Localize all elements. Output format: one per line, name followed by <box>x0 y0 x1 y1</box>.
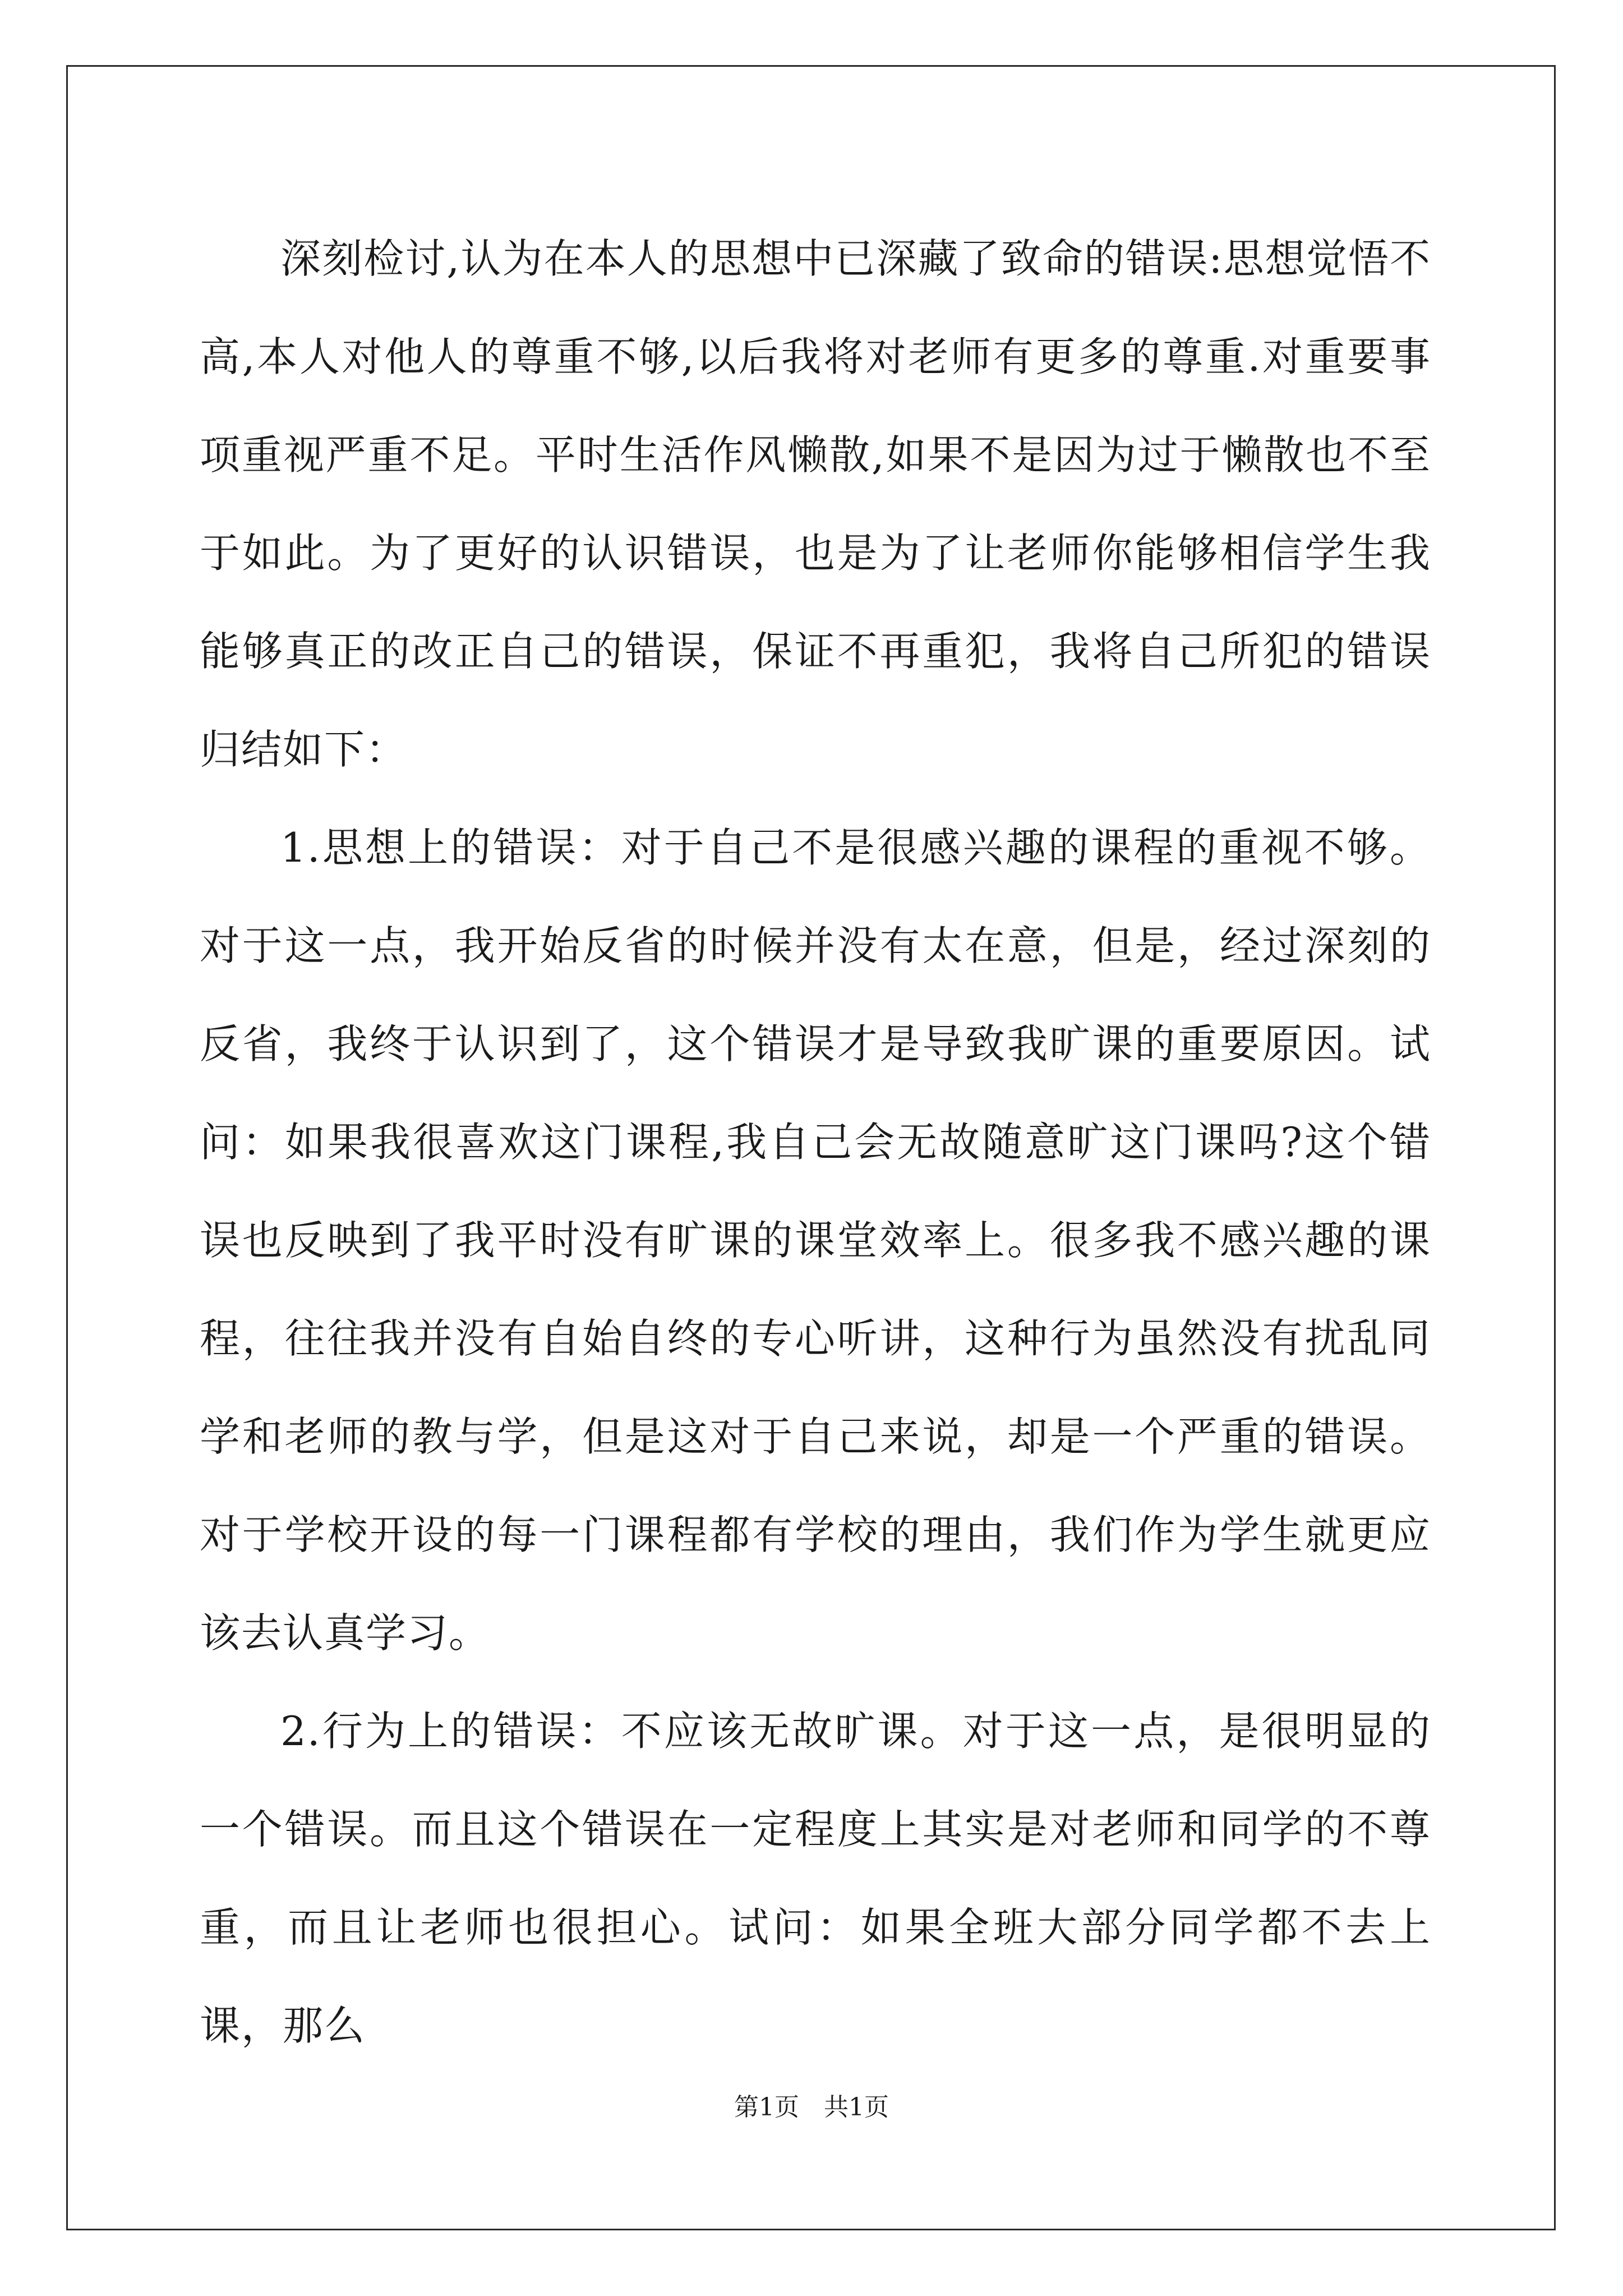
document-body <box>200 210 1431 2075</box>
paragraph-thought-error: 1.思想上的错误：对于自己不是很感兴趣的课程的重视不够。对于这一点，我开始反省的时候并没有太在意，但是，经过深刻的反省，我终于认识到了，这个错误才是导致我旷课的重要原因。试问：如果我很喜欢这门课程,我自己会无故随意旷这门课吗?这个错误也反映到了我平时没有旷课的课堂效率上。很多我不感兴趣的课程，往往我并没有自始自终的专心听讲，这种行为虽然没有扰乱同学和老师的教与学，但是这对于自己来说，却是一个严重的错误。对于学校开设的每一门课程都有学校的理由，我们作为学生就更应该去认真学习。 <box>200 824 1431 1657</box>
paragraph-behavior-error: 2.行为上的错误：不应该无故旷课。对于这一点，是很明显的一个错误。而且这个错误在一定程度上其实是对老师和同学的不尊重，而且让老师也很担心。试问：如果全班大部分同学都不去上课，那么 <box>200 1708 1431 2049</box>
paragraph-intro: 深刻检讨,认为在本人的思想中已深藏了致命的错误:思想觉悟不高,本人对他人的尊重不够,以后我将对老师有更多的尊重.对重要事项重视严重不足。平时生活作风懒散,如果不是因为过于懒散也不至于如此。为了更好的认识错误，也是为了让老师你能够相信学生我能够真正的改正自己的错误，保证不再重犯，我将自己所犯的错误归结如下： <box>200 235 1431 773</box>
page-footer: 第1页 共1页 <box>734 2093 889 2122</box>
